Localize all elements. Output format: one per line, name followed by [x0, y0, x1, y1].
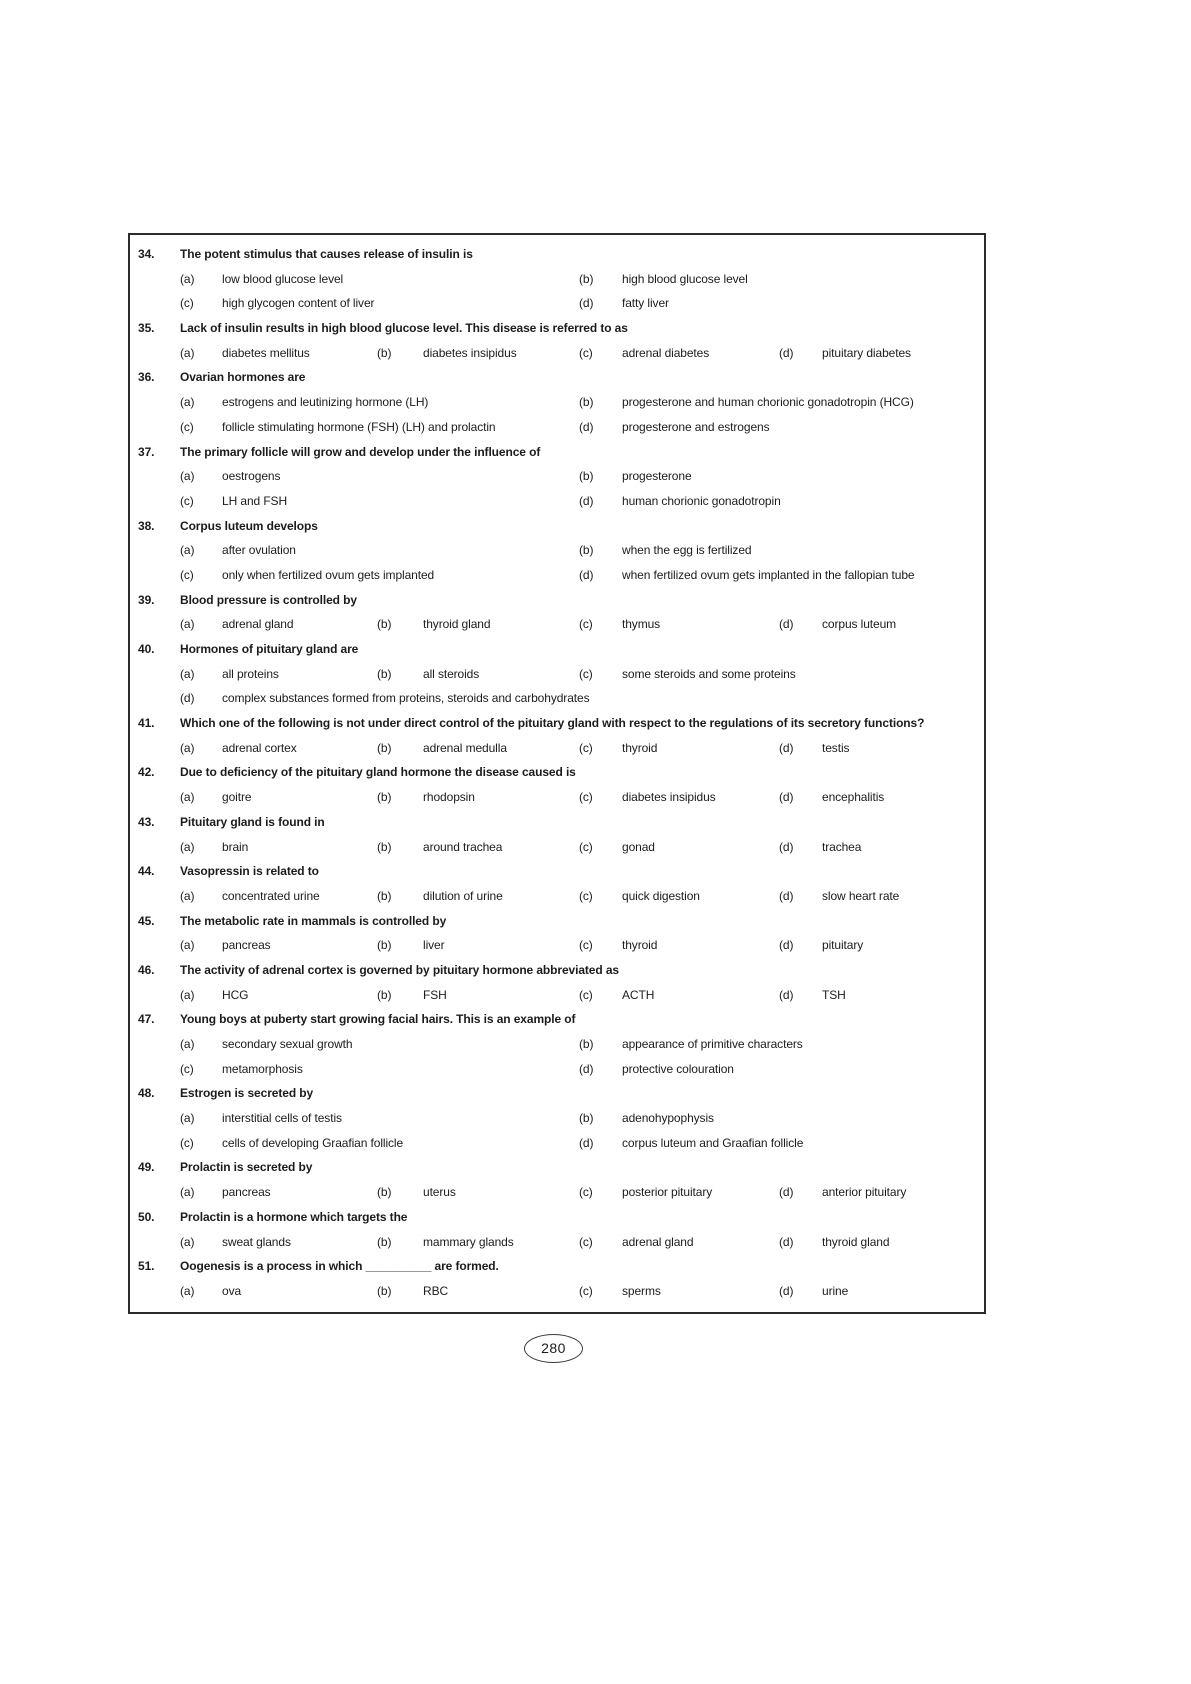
option-row	[180, 686, 978, 711]
option-row	[180, 933, 978, 958]
question	[138, 365, 978, 439]
question	[138, 760, 978, 809]
question-line	[138, 588, 978, 613]
option-letter: (b)	[377, 740, 392, 755]
option-text: some steroids and some proteins	[622, 666, 796, 681]
question-text: Blood pressure is controlled by	[180, 592, 357, 607]
question-text: Ovarian hormones are	[180, 370, 306, 385]
option-letter: (c)	[579, 938, 593, 953]
option-letter: (b)	[377, 345, 392, 360]
question-number: 47.	[138, 1012, 155, 1027]
option-row	[180, 1230, 978, 1255]
option-row	[180, 415, 978, 440]
option-text: all steroids	[423, 666, 480, 681]
question	[138, 1081, 978, 1155]
option-letter: (c)	[579, 839, 593, 854]
option-text: anterior pituitary	[822, 1185, 907, 1200]
option-letter: (c)	[180, 1061, 194, 1076]
question-number: 50.	[138, 1209, 155, 1224]
option-letter: (d)	[180, 691, 195, 706]
option-text: slow heart rate	[822, 888, 900, 903]
question-text: Prolactin is a hormone which targets the	[180, 1209, 408, 1224]
question	[138, 810, 978, 859]
question	[138, 711, 978, 760]
question	[138, 514, 978, 588]
option-letter: (a)	[180, 1234, 195, 1249]
question-line	[138, 316, 978, 341]
option-letter: (d)	[779, 740, 794, 755]
option-text: pituitary	[822, 938, 864, 953]
question-number: 35.	[138, 321, 155, 336]
question-box	[128, 233, 986, 1314]
option-letter: (a)	[180, 345, 195, 360]
option-letter: (b)	[377, 839, 392, 854]
option-row	[180, 1106, 978, 1131]
option-text: diabetes mellitus	[222, 345, 310, 360]
option-letter: (c)	[579, 888, 593, 903]
option-text: uterus	[423, 1185, 456, 1200]
option-text: when the egg is fertilized	[622, 543, 752, 558]
option-row	[180, 662, 978, 687]
option-letter: (d)	[779, 888, 794, 903]
option-text: only when fertilized ovum gets implanted	[222, 567, 435, 582]
question-line	[138, 760, 978, 785]
option-letter: (a)	[180, 888, 195, 903]
option-row	[180, 464, 978, 489]
question-text: Vasopressin is related to	[180, 864, 319, 879]
option-letter: (d)	[579, 296, 594, 311]
option-text: estrogens and leutinizing hormone (LH)	[222, 395, 429, 410]
question-text: The primary follicle will grow and develop under the influence of	[180, 444, 541, 459]
question-line	[138, 440, 978, 465]
option-text: sperms	[622, 1283, 661, 1298]
question-number: 38.	[138, 518, 155, 533]
option-letter: (a)	[180, 839, 195, 854]
question-line	[138, 1007, 978, 1032]
option-letter: (c)	[579, 1283, 593, 1298]
option-text: adrenal gland	[622, 1234, 694, 1249]
option-letter: (b)	[377, 666, 392, 681]
question-line	[138, 637, 978, 662]
option-text: HCG	[222, 987, 249, 1002]
question-number: 51.	[138, 1259, 155, 1274]
option-letter: (c)	[579, 790, 593, 805]
question-text: The activity of adrenal cortex is governed by pituitary hormone abbreviated as	[180, 962, 619, 977]
question	[138, 316, 978, 365]
option-row	[180, 785, 978, 810]
option-text: urine	[822, 1283, 849, 1298]
question-line	[138, 1081, 978, 1106]
option-text: thyroid	[622, 938, 658, 953]
option-text: low blood glucose level	[222, 271, 344, 286]
option-text: adrenal medulla	[423, 740, 507, 755]
option-text: progesterone	[622, 469, 692, 484]
option-row	[180, 736, 978, 761]
option-letter: (c)	[579, 1185, 593, 1200]
option-text: cells of developing Graafian follicle	[222, 1135, 404, 1150]
option-text: interstitial cells of testis	[222, 1111, 342, 1126]
option-letter: (a)	[180, 987, 195, 1002]
option-row	[180, 884, 978, 909]
option-letter: (b)	[377, 888, 392, 903]
option-text: adrenal cortex	[222, 740, 297, 755]
option-text: gonad	[622, 839, 655, 854]
option-text: around trachea	[423, 839, 503, 854]
option-letter: (a)	[180, 790, 195, 805]
question-number: 43.	[138, 814, 155, 829]
option-letter: (d)	[579, 1061, 594, 1076]
option-text: thyroid	[622, 740, 658, 755]
option-text: diabetes insipidus	[423, 345, 517, 360]
option-letter: (a)	[180, 469, 195, 484]
question	[138, 242, 978, 316]
option-text: goitre	[222, 790, 252, 805]
option-letter: (b)	[377, 617, 392, 632]
option-letter: (c)	[579, 666, 593, 681]
option-text: TSH	[822, 987, 846, 1002]
option-text: pancreas	[222, 1185, 271, 1200]
option-letter: (d)	[779, 345, 794, 360]
question-number: 42.	[138, 765, 155, 780]
question-line	[138, 859, 978, 884]
question-number: 41.	[138, 716, 155, 731]
question	[138, 958, 978, 1007]
option-letter: (c)	[180, 296, 194, 311]
question-number: 48.	[138, 1086, 155, 1101]
option-text: mammary glands	[423, 1234, 514, 1249]
option-text: adenohypophysis	[622, 1111, 714, 1126]
question	[138, 909, 978, 958]
question-number: 46.	[138, 962, 155, 977]
question-text: Hormones of pituitary gland are	[180, 642, 359, 656]
option-letter: (b)	[377, 938, 392, 953]
option-row	[180, 538, 978, 563]
option-letter: (d)	[779, 1234, 794, 1249]
option-letter: (a)	[180, 1283, 195, 1298]
option-text: follicle stimulating hormone (FSH) (LH) and prolactin	[222, 419, 496, 434]
question-line	[138, 909, 978, 934]
option-row	[180, 1032, 978, 1057]
option-letter: (a)	[180, 617, 195, 632]
option-text: ova	[222, 1283, 242, 1298]
option-letter: (b)	[377, 987, 392, 1002]
question-text: Oogenesis is a process in which __________ are formed.	[180, 1259, 499, 1274]
option-letter: (a)	[180, 740, 195, 755]
option-text: diabetes insipidus	[622, 790, 716, 805]
option-text: progesterone and estrogens	[622, 419, 770, 434]
option-text: corpus luteum and Graafian follicle	[622, 1135, 804, 1150]
option-letter: (b)	[377, 790, 392, 805]
option-letter: (d)	[779, 617, 794, 632]
option-text: posterior pituitary	[622, 1185, 713, 1200]
option-letter: (c)	[180, 567, 194, 582]
option-letter: (d)	[779, 987, 794, 1002]
option-text: adrenal diabetes	[622, 345, 710, 360]
option-text: after ovulation	[222, 543, 296, 558]
question	[138, 588, 978, 637]
question	[138, 440, 978, 514]
option-row	[180, 563, 978, 588]
question-number: 49.	[138, 1160, 155, 1175]
option-row	[180, 390, 978, 415]
option-letter: (a)	[180, 938, 195, 953]
question-line	[138, 1205, 978, 1230]
option-text: pituitary diabetes	[822, 345, 911, 360]
question-line	[138, 365, 978, 390]
option-letter: (c)	[579, 617, 593, 632]
option-text: sweat glands	[222, 1234, 291, 1249]
question-text: Lack of insulin results in high blood glucose level. This disease is referred to as	[180, 321, 628, 336]
option-text: encephalitis	[822, 790, 885, 805]
option-row	[180, 983, 978, 1008]
option-row	[180, 612, 978, 637]
page-number: 280	[541, 1340, 566, 1356]
question-text: Due to deficiency of the pituitary gland hormone the disease caused is	[180, 765, 576, 780]
option-text: testis	[822, 740, 850, 755]
option-letter: (b)	[579, 543, 594, 558]
option-letter: (d)	[779, 839, 794, 854]
option-letter: (a)	[180, 1037, 195, 1051]
option-letter: (b)	[579, 469, 594, 484]
question-line	[138, 242, 978, 267]
question-line	[138, 711, 978, 736]
question-number: 36.	[138, 370, 155, 385]
option-letter: (c)	[180, 493, 194, 508]
option-text: progesterone and human chorionic gonadotropin (HCG)	[622, 395, 914, 410]
question-text: Prolactin is secreted by	[180, 1160, 313, 1175]
question	[138, 859, 978, 908]
option-text: fatty liver	[622, 296, 669, 311]
question-line	[138, 810, 978, 835]
option-text: LH and FSH	[222, 493, 288, 508]
question-line	[138, 514, 978, 539]
option-row	[180, 1057, 978, 1082]
option-letter: (b)	[579, 395, 594, 410]
question	[138, 1254, 978, 1303]
question	[138, 1155, 978, 1204]
option-letter: (b)	[377, 1234, 392, 1249]
question-line	[138, 1155, 978, 1180]
option-row	[180, 291, 978, 316]
option-letter: (b)	[579, 1111, 594, 1126]
option-letter: (b)	[579, 1037, 594, 1051]
question-text: The metabolic rate in mammals is controlled by	[180, 913, 447, 928]
question	[138, 637, 978, 711]
option-text: secondary sexual growth	[222, 1037, 353, 1051]
option-text: rhodopsin	[423, 790, 475, 805]
question-text: The potent stimulus that causes release of insulin is	[180, 247, 473, 261]
question-number: 39.	[138, 592, 155, 607]
option-text: all proteins	[222, 666, 279, 681]
option-row	[180, 835, 978, 860]
option-text: human chorionic gonadotropin	[622, 493, 781, 508]
option-text: ACTH	[622, 987, 655, 1002]
question-number: 37.	[138, 444, 155, 459]
option-letter: (a)	[180, 666, 195, 681]
option-letter: (d)	[779, 1185, 794, 1200]
option-text: RBC	[423, 1283, 449, 1298]
question-text: Young boys at puberty start growing facial hairs. This is an example of	[180, 1012, 576, 1027]
option-letter: (c)	[579, 345, 593, 360]
option-text: metamorphosis	[222, 1061, 303, 1076]
option-letter: (a)	[180, 271, 195, 286]
option-text: dilution of urine	[423, 888, 503, 903]
option-text: thyroid gland	[822, 1234, 890, 1249]
option-letter: (a)	[180, 395, 195, 410]
option-letter: (a)	[180, 1185, 195, 1200]
option-text: complex substances formed from proteins, steroids and carbohydrates	[222, 691, 590, 706]
option-row	[180, 489, 978, 514]
question-number: 45.	[138, 913, 155, 928]
option-letter: (b)	[579, 271, 594, 286]
option-letter: (c)	[579, 740, 593, 755]
question-number: 34.	[138, 247, 155, 261]
question-line	[138, 1254, 978, 1279]
option-text: thymus	[622, 617, 661, 632]
question-line	[138, 958, 978, 983]
option-letter: (a)	[180, 1111, 195, 1126]
option-letter: (d)	[579, 493, 594, 508]
option-text: trachea	[822, 839, 862, 854]
option-text: when fertilized ovum gets implanted in the fallopian tube	[622, 567, 915, 582]
option-text: liver	[423, 938, 445, 953]
option-letter: (a)	[180, 543, 195, 558]
option-text: thyroid gland	[423, 617, 491, 632]
option-text: high blood glucose level	[622, 271, 748, 286]
option-letter: (c)	[180, 1135, 194, 1150]
question-text: Estrogen is secreted by	[180, 1086, 314, 1101]
option-letter: (b)	[377, 1185, 392, 1200]
question-text: Which one of the following is not under direct control of the pituitary gland with respect to the regulations of its secretory functions?	[180, 716, 925, 731]
option-text: corpus luteum	[822, 617, 897, 632]
question	[138, 1007, 978, 1081]
option-row	[180, 1131, 978, 1156]
option-letter: (d)	[579, 567, 594, 582]
option-row	[180, 1279, 978, 1304]
option-row	[180, 1180, 978, 1205]
option-text: protective colouration	[622, 1061, 734, 1076]
option-letter: (d)	[779, 938, 794, 953]
question-number: 40.	[138, 642, 155, 656]
option-text: brain	[222, 839, 249, 854]
option-letter: (c)	[180, 419, 194, 434]
question	[138, 1205, 978, 1254]
page-number-badge	[524, 1334, 583, 1363]
option-text: FSH	[423, 987, 447, 1002]
option-letter: (d)	[779, 790, 794, 805]
option-text: oestrogens	[222, 469, 281, 484]
option-letter: (d)	[579, 1135, 594, 1150]
option-letter: (c)	[579, 1234, 593, 1249]
question-text: Pituitary gland is found in	[180, 814, 325, 829]
option-text: concentrated urine	[222, 888, 320, 903]
option-text: pancreas	[222, 938, 271, 953]
option-text: high glycogen content of liver	[222, 296, 375, 311]
question-number: 44.	[138, 864, 155, 879]
option-row	[180, 267, 978, 292]
option-text: appearance of primitive characters	[622, 1037, 803, 1051]
option-row	[180, 341, 978, 366]
option-text: adrenal gland	[222, 617, 294, 632]
option-text: quick digestion	[622, 888, 700, 903]
option-letter: (d)	[779, 1283, 794, 1298]
option-letter: (b)	[377, 1283, 392, 1298]
option-letter: (d)	[579, 419, 594, 434]
option-letter: (c)	[579, 987, 593, 1002]
question-text: Corpus luteum develops	[180, 518, 318, 533]
